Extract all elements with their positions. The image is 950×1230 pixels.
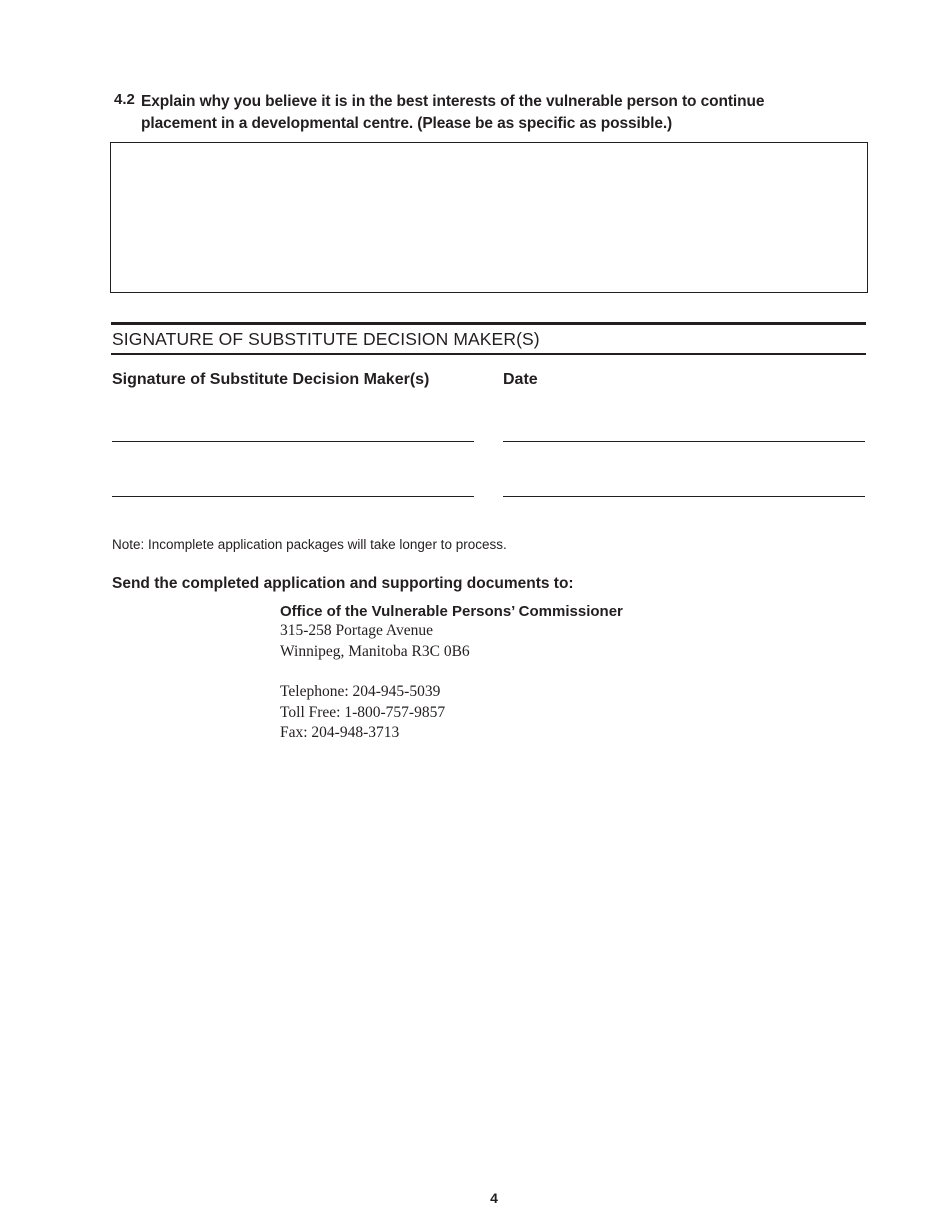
question-4-2 (114, 91, 834, 135)
send-heading: Send the completed application and supporting documents to: (112, 575, 574, 592)
section-rule-bottom (111, 353, 866, 355)
city-address: Winnipeg, Manitoba R3C 0B6 (280, 642, 470, 660)
section-title: SIGNATURE OF SUBSTITUTE DECISION MAKER(S) (112, 329, 540, 349)
answer-box[interactable] (110, 142, 868, 293)
office-name: Office of the Vulnerable Persons’ Commissioner (280, 603, 623, 620)
street-address: 315-258 Portage Avenue (280, 622, 433, 639)
fax-number: Fax: 204-948-3713 (280, 724, 400, 741)
signature-line-1[interactable] (112, 441, 474, 442)
date-line-2[interactable] (503, 496, 865, 497)
page-number: 4 (490, 1190, 498, 1206)
address-spacer (280, 662, 700, 682)
signature-column-label: Signature of Substitute Decision Maker(s) (112, 371, 430, 388)
mailing-address (280, 602, 700, 744)
section-rule-top (111, 322, 866, 325)
question-number: 4.2 (114, 91, 135, 108)
date-column-label: Date (503, 371, 538, 388)
note-text: Note: Incomplete application packages will take longer to process. (112, 537, 507, 552)
date-line-1[interactable] (503, 441, 865, 442)
telephone-number: Telephone: 204-945-5039 (280, 683, 441, 700)
toll-free-number: Toll Free: 1-800-757-9857 (280, 703, 446, 721)
signature-line-2[interactable] (112, 496, 474, 497)
question-text: Explain why you believe it is in the best interests of the vulnerable person to continue placement in a developmental centre. (Please be as specific as possible.) (141, 93, 765, 132)
